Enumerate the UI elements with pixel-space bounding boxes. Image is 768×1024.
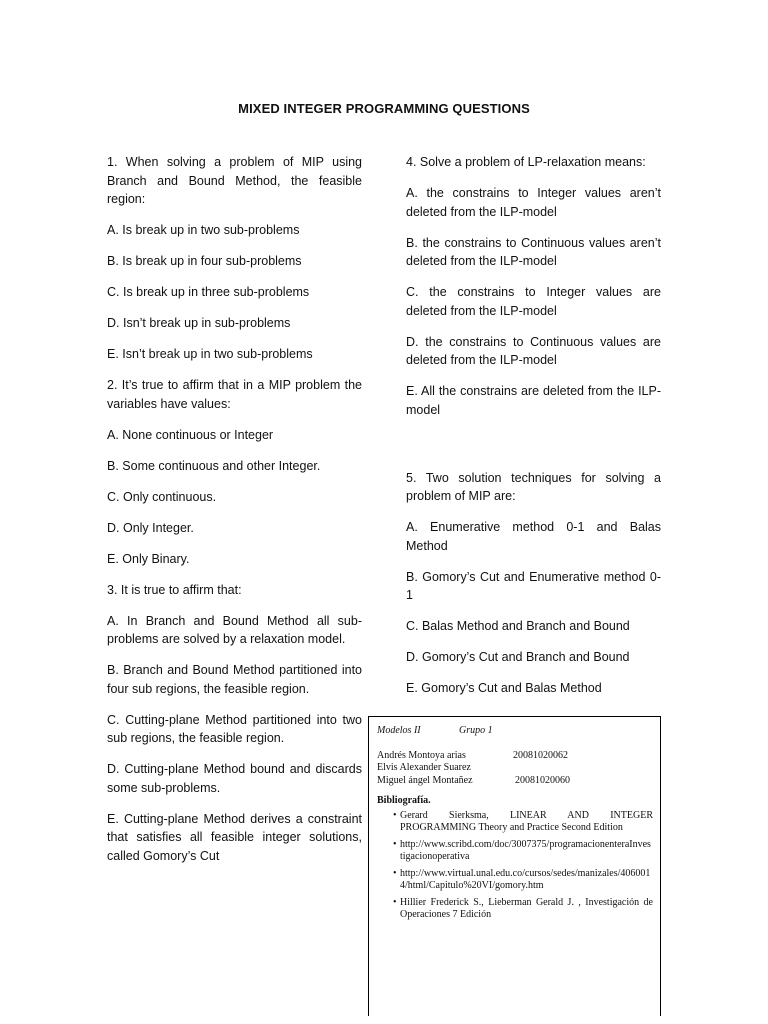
question-1-option-a: A. Is break up in two sub-problems xyxy=(107,223,300,237)
bibliography-item xyxy=(377,810,653,835)
question-4-option-a: A. the constrains to Integer values aren’t deleted from the ILP-model xyxy=(406,186,661,219)
member-id: 20081020060 xyxy=(515,774,570,786)
bibliography-link[interactable]: http://www.virtual.unal.edu.co/cursos/sedes/manizales/4060014/html/Capitulo%20VI/gomory.htm xyxy=(400,867,651,891)
bullet-icon: • xyxy=(393,896,397,908)
question-2-option-a: A. None continuous or Integer xyxy=(107,427,274,442)
bibliography-item xyxy=(377,897,653,922)
question-5-option-a: A. Enumerative method 0-1 and Balas Method xyxy=(406,520,661,553)
question-5-option-c: C. Balas Method and Branch and Bound xyxy=(406,619,630,633)
bullet-icon: • xyxy=(393,809,397,821)
document-title: MIXED INTEGER PROGRAMMING QUESTIONS xyxy=(238,101,530,116)
question-2-option-c: C. Only continuous. xyxy=(107,489,217,504)
question-2-option-d: D. Only Integer. xyxy=(107,520,194,535)
question-1: 1. When solving a problem of MIP using Branch and Bound Method, the feasible region: xyxy=(107,155,362,206)
question-3: 3. It is true to affirm that: xyxy=(107,582,242,597)
question-5-option-e: E. Gomory’s Cut and Balas Method xyxy=(406,681,602,695)
member-row xyxy=(377,762,653,775)
bibliography-text: Gerard Sierksma, LINEAR AND INTEGER PROGRAMMING Theory and Practice Second Edition xyxy=(400,809,653,833)
bibliography-item xyxy=(377,839,653,864)
question-3-option-d: D. Cutting-plane Method bound and discards some sub-problems. xyxy=(107,762,362,795)
course-header xyxy=(377,725,653,738)
question-1-option-c: C. Is break up in three sub-problems xyxy=(107,285,310,299)
bullet-icon: • xyxy=(393,838,397,850)
member-name: Miguel ángel Montañez xyxy=(377,774,473,786)
question-4: 4. Solve a problem of LP-relaxation means: xyxy=(406,155,646,169)
member-id: 20081020062 xyxy=(513,749,568,761)
bibliography-link[interactable]: http://www.scribd.com/doc/3007375/programacionenteraInvestigacionoperativa xyxy=(400,838,651,862)
question-2: 2. It’s true to affirm that in a MIP problem the variables have values: xyxy=(107,378,362,411)
member-row xyxy=(377,750,653,763)
member-name: Andrés Montoya arias xyxy=(377,749,466,761)
question-4-option-b: B. the constrains to Continuous values aren’t deleted from the ILP-model xyxy=(406,235,661,268)
question-3-option-c: C. Cutting-plane Method partitioned into two sub regions, the feasible region. xyxy=(107,712,362,745)
spacer xyxy=(406,432,661,469)
question-1-option-d: D. Isn’t break up in sub-problems xyxy=(107,316,291,330)
course-name: Modelos II xyxy=(377,725,421,736)
member-row xyxy=(377,775,653,788)
bullet-icon: • xyxy=(393,867,397,879)
bibliography-item xyxy=(377,868,653,893)
question-2-option-b: B. Some continuous and other Integer. xyxy=(107,458,321,473)
question-4-option-c: C. the constrains to Integer values are deleted from the ILP-model xyxy=(406,285,661,318)
question-1-option-e: E. Isn’t break up in two sub-problems xyxy=(107,347,313,361)
question-3-option-e: E. Cutting-plane Method derives a constraint that satisfies all feasible integer solutions, called Gomory’s Cut xyxy=(107,811,362,863)
question-3-option-b: B. Branch and Bound Method partitioned into four sub regions, the feasible region. xyxy=(107,663,362,696)
question-3-option-a: A. In Branch and Bound Method all sub-problems are solved by a relaxation model. xyxy=(107,613,362,646)
member-name: Elvis Alexander Suarez xyxy=(377,762,471,773)
course-info-box xyxy=(368,716,661,1016)
bibliography-list xyxy=(377,810,653,922)
members-list xyxy=(377,750,653,788)
question-1-option-b: B. Is break up in four sub-problems xyxy=(107,254,302,268)
bibliography-text: Hillier Frederick S., Lieberman Gerald J. , Investigación de Operaciones 7 Edición xyxy=(400,896,653,920)
question-4-option-e: E. All the constrains are deleted from the ILP-model xyxy=(406,384,661,417)
question-5-option-d: D. Gomory’s Cut and Branch and Bound xyxy=(406,650,630,664)
question-4-option-d: D. the constrains to Continuous values are deleted from the ILP-model xyxy=(406,334,661,367)
question-5-option-b: B. Gomory’s Cut and Enumerative method 0-1 xyxy=(406,569,661,602)
right-question-column xyxy=(406,153,661,710)
group-name: Grupo 1 xyxy=(459,725,493,736)
question-5: 5. Two solution techniques for solving a problem of MIP are: xyxy=(406,470,661,503)
question-2-option-e: E. Only Binary. xyxy=(107,551,190,566)
bibliography-title: Bibliografía. xyxy=(377,795,431,806)
left-question-column xyxy=(107,153,362,878)
